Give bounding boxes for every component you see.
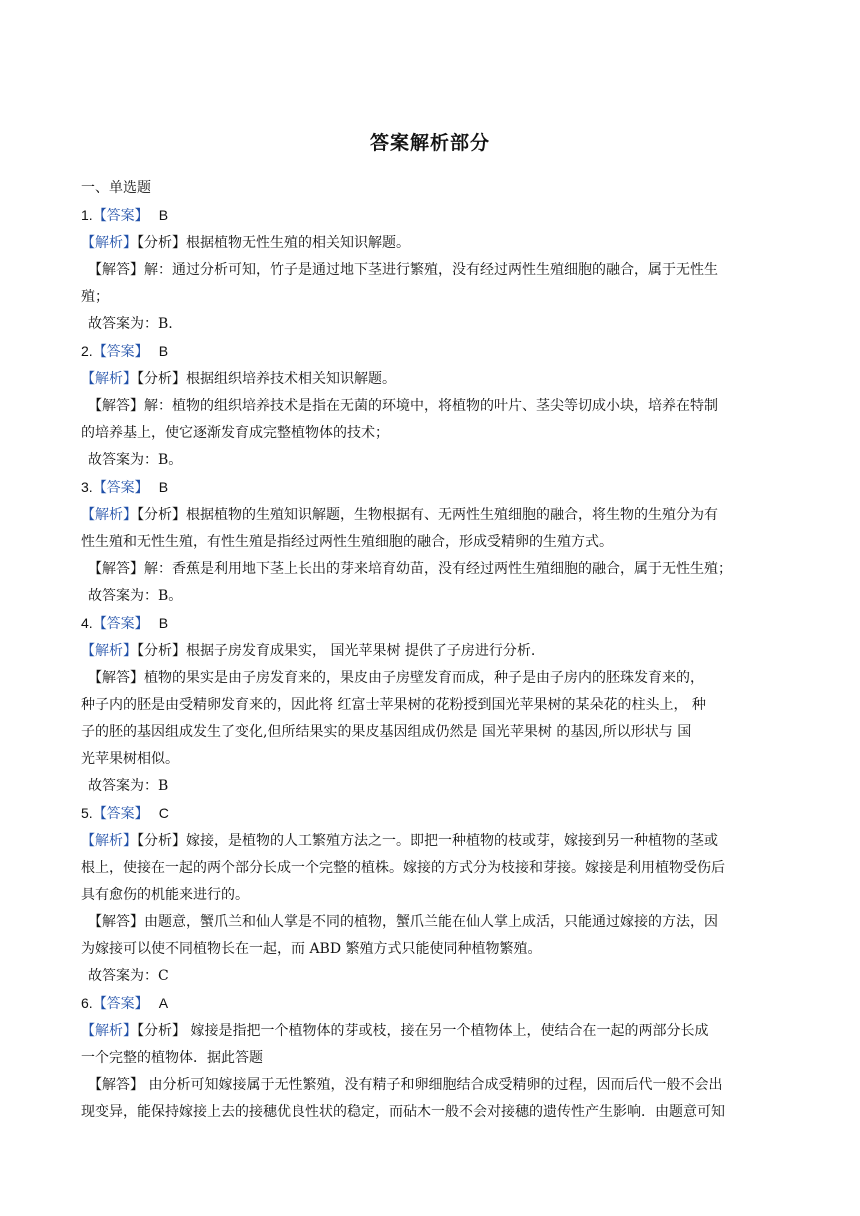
answer-line: 5.【答案】 C <box>81 805 169 822</box>
answer-value: B <box>158 615 169 631</box>
answer-value: A <box>158 995 169 1011</box>
final-answer: 故答案为：B。 <box>88 452 183 468</box>
analysis-line: 【解析】【分析】嫁接，是植物的人工繁殖方法之一。即把一种植物的枝或芽，嫁接到另一种植物的茎或 <box>81 833 718 849</box>
solution-line: 【解答】由题意，蟹爪兰和仙人掌是不同的植物，蟹爪兰能在仙人掌上成活，只能通过嫁接的方法，因 <box>88 914 718 930</box>
jiexi-tag: 【解析】 <box>81 235 137 251</box>
section-heading: 一、单选题 <box>81 180 151 196</box>
analysis-line: 【解析】【分析】 嫁接是指把一个植物体的芽或枝，接在另一个植物体上，使结合在一起的两部分长成 <box>81 1023 709 1039</box>
analysis-line: 一个完整的植物体．据此答题 <box>81 1050 263 1066</box>
answer-tag: 【答案】 <box>92 616 149 632</box>
solution-line: 【解答】解：植物的组织培养技术是指在无菌的环境中，将植物的叶片、茎尖等切成小块，培养在特制 <box>88 398 718 414</box>
solution-line: 【解答】解：香蕉是利用地下茎上长出的芽来培育幼苗，没有经过两性生殖细胞的融合，属于无性生殖； <box>88 561 732 577</box>
solution-line: 【解答】 由分析可知嫁接属于无性繁殖，没有精子和卵细胞结合成受精卵的过程，因而后代一般不会出 <box>88 1077 723 1093</box>
solution-line: 光苹果树相似。 <box>81 751 179 767</box>
analysis-line: 【解析】【分析】根据子房发育成果实， 国光苹果树 提供了子房进行分析. <box>81 643 536 659</box>
analysis-line: 【解析】【分析】根据植物的生殖知识解题，生物根据有、无两性生殖细胞的融合，将生物的生殖分为有 <box>81 507 718 523</box>
answer-tag: 【答案】 <box>92 208 149 224</box>
analysis-line: 性生殖和无性生殖，有性生殖是指经过两性生殖细胞的融合，形成受精卵的生殖方式。 <box>81 534 613 550</box>
answer-line: 6.【答案】 A <box>81 995 169 1012</box>
answer-tag: 【答案】 <box>92 344 149 360</box>
jiexi-tag: 【解析】 <box>81 643 137 659</box>
answer-tag: 【答案】 <box>92 480 149 496</box>
analysis-line: 根上，使接在一起的两个部分长成一个完整的植株。嫁接的方式分为枝接和芽接。嫁接是利用植物受伤后 <box>81 860 725 876</box>
answer-line: 4.【答案】 B <box>81 615 169 632</box>
analysis-line: 【解析】【分析】根据组织培养技术相关知识解题。 <box>81 371 396 387</box>
analysis-line: 【解析】【分析】根据植物无性生殖的相关知识解题。 <box>81 235 410 251</box>
answer-tag: 【答案】 <box>92 996 149 1012</box>
solution-line: 种子内的胚是由受精卵发育来的，因此将 红富士苹果树的花粉授到国光苹果树的某朵花的柱头上， 种 <box>81 697 706 713</box>
final-answer: 故答案为：B。 <box>88 588 183 604</box>
final-answer: 故答案为：B <box>88 778 169 794</box>
jiexi-tag: 【解析】 <box>81 507 137 523</box>
answer-value: B <box>158 343 169 359</box>
answer-line: 3.【答案】 B <box>81 479 169 496</box>
answer-value: B <box>158 479 169 495</box>
answer-tag: 【答案】 <box>92 806 149 822</box>
jiexi-tag: 【解析】 <box>81 833 137 849</box>
jiexi-tag: 【解析】 <box>81 1023 137 1039</box>
page-title: 答案解析部分 <box>369 132 490 154</box>
solution-line: 现变异，能保持嫁接上去的接穗优良性状的稳定，而砧木一般不会对接穗的遗传性产生影响．由题意可知 <box>81 1104 725 1120</box>
solution-line: 为嫁接可以使不同植物长在一起，而 ABD 繁殖方式只能使同种植物繁殖。 <box>81 941 542 957</box>
answer-line: 2.【答案】 B <box>81 343 169 360</box>
jiexi-tag: 【解析】 <box>81 371 137 387</box>
answer-value: C <box>158 805 169 821</box>
solution-line: 的培养基上，使它逐渐发育成完整植物体的技术； <box>81 425 389 441</box>
answer-line: 1.【答案】 B <box>81 207 169 224</box>
solution-line: 子的胚的基因组成发生了变化,但所结果实的果皮基因组成仍然是 国光苹果树 的基因,所以形状与 国 <box>81 724 692 740</box>
solution-line: 【解答】解：通过分析可知，竹子是通过地下茎进行繁殖，没有经过两性生殖细胞的融合，属于无性生 <box>88 262 718 278</box>
solution-line: 殖； <box>81 289 109 305</box>
final-answer: 故答案为：C <box>88 968 169 984</box>
solution-line: 【解答】植物的果实是由子房发育来的，果皮由子房壁发育而成，种子是由子房内的胚珠发育来的， <box>88 670 704 686</box>
analysis-line: 具有愈伤的机能来进行的。 <box>81 887 249 903</box>
answer-content <box>81 175 781 1126</box>
final-answer: 故答案为：B. <box>88 316 173 332</box>
answer-value: B <box>158 207 169 223</box>
